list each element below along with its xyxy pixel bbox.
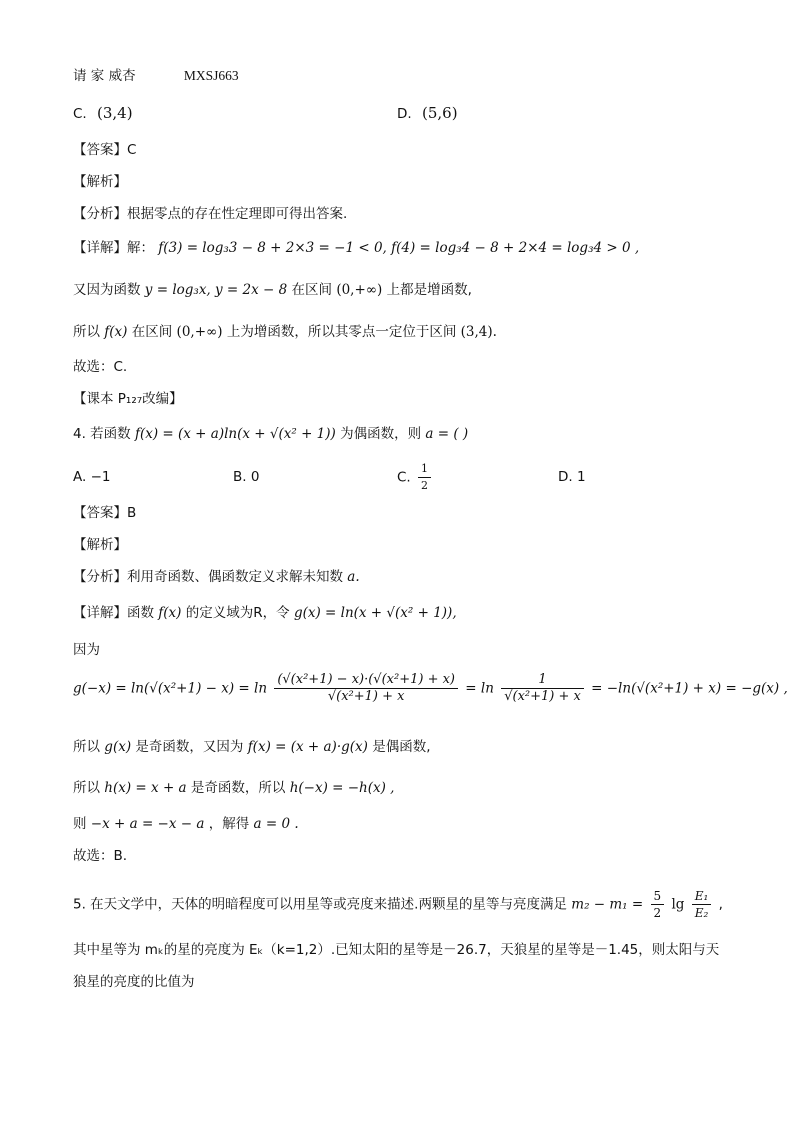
q3-option-c: [73, 103, 133, 124]
q3-option-d-label: D.: [397, 106, 412, 122]
q4-so1: [73, 737, 431, 757]
q5-frac2-den: E₂: [694, 906, 709, 920]
q4-so1-f: f(x) = (x + a)·g(x): [247, 739, 368, 755]
q4-option-c-denominator: 2: [421, 479, 429, 492]
q4-so2-text-b: 是奇函数，所以: [190, 780, 286, 796]
header-line: [73, 66, 239, 86]
q5-stem-math: m₂ − m₁ =: [571, 896, 644, 913]
q4-eq-frac2: [501, 672, 584, 705]
q4-so2-text-a: 所以: [73, 780, 100, 796]
q3-option-d-value: (5,6): [421, 104, 458, 122]
q4-stem-blank: a = ( ): [425, 426, 469, 442]
q4-option-c-label: C.: [397, 469, 411, 486]
doc-code: MXSJ663: [183, 68, 239, 83]
q4-detail-f: f(x): [158, 605, 182, 621]
q4-detail-g: g(x) = ln(x + √(x² + 1)),: [293, 605, 457, 621]
q5-frac-num: 5: [651, 888, 665, 905]
q3-line3-text-c: 上为增函数，所以其零点一定位于区间: [226, 324, 457, 340]
q4-then-text-b: ，解得: [208, 816, 250, 832]
q3-line2-math: y = log₃x, y = 2x − 8: [144, 282, 288, 298]
q3-option-c-label: C.: [73, 106, 87, 122]
q4-eq-frac2-num: 1: [501, 672, 584, 689]
q5-frac-5-2: [651, 888, 665, 921]
q3-line2-interval: (0,+∞): [336, 282, 383, 298]
q4-option-c-numerator: 1: [418, 461, 431, 478]
q4-so2: [73, 778, 394, 798]
q3-line3-interval2: (3,4).: [460, 324, 497, 340]
q5-line2: 其中星等为 mₖ的星的亮度为 Eₖ（k=1,2）.已知太阳的星等是－26.7，天狼星的星等是－1.45，则太阳与天: [73, 942, 720, 958]
q4-stem-math: f(x) = (x + a)ln(x + √(x² + 1)): [134, 426, 336, 442]
q4-stem: [73, 424, 468, 444]
q3-line3-f: f(x): [104, 324, 128, 340]
q3-fenxi: 【分析】根据零点的存在性定理即可得出答案.: [73, 206, 348, 222]
q5-frac2-num: E₁: [692, 888, 712, 905]
q3-line3-text-b: 在区间: [131, 324, 173, 340]
q4-stem-text-a: 4. 若函数: [73, 426, 131, 442]
q5-stem: [73, 888, 723, 921]
q4-eq-left: g(−x) = ln(√(x²+1) − x) = ln: [73, 680, 268, 697]
q4-eq-frac1-den: √(x²+1) + x: [327, 689, 405, 704]
q3-option-d: [397, 103, 458, 124]
q4-then-result: a = 0 .: [253, 816, 299, 832]
q3-detail-math: f(3) = log₃3 − 8 + 2×3 = −1 < 0, f(4) = log₃4 − 8 + 2×4 = log₃4 > 0 ,: [158, 240, 640, 256]
q4-because: 因为: [73, 642, 100, 658]
q3-analysis-heading: 【解析】: [73, 174, 127, 190]
q3-detail-label: 【详解】解：: [73, 240, 154, 256]
q4-fenxi: [73, 567, 360, 587]
q4-option-a: A. −1: [73, 469, 111, 485]
q4-then-text-a: 则: [73, 816, 87, 832]
q4-detail: [73, 603, 457, 623]
q3-line3-interval: (0,+∞): [176, 324, 223, 340]
q3-option-c-value: (3,4): [97, 104, 133, 122]
q4-answer: 【答案】B: [73, 505, 137, 521]
q3-line2: [73, 280, 472, 300]
q4-eq-right: = −ln(√(x²+1) + x) = −g(x) ,: [591, 680, 788, 697]
q4-fenxi-text: 【分析】利用奇函数、偶函数定义求解未知数: [73, 569, 343, 585]
q3-line2-text-b: 在区间: [291, 282, 333, 298]
q5-frac-den: 2: [653, 906, 662, 920]
q4-so2-eq: h(−x) = −h(x) ,: [289, 780, 395, 796]
q4-detail-text-b: 的定义域为R，令: [185, 605, 290, 621]
q4-main-equation: [73, 672, 788, 705]
q4-then: [73, 814, 299, 834]
q4-choose: 故选：B.: [73, 848, 128, 864]
q3-source: 【课本 P₁₂₇改编】: [73, 391, 183, 407]
q5-stem-text: 5. 在天文学中，天体的明暗程度可以用星等或亮度来描述.两颗星的星等与亮度满足: [73, 896, 567, 913]
q4-detail-text-a: 【详解】函数: [73, 605, 154, 621]
q4-option-b: B. 0: [233, 469, 260, 485]
q4-then-eq: −x + a = −x − a: [90, 816, 205, 832]
q4-eq-frac2-den: √(x²+1) + x: [504, 689, 581, 704]
q3-line3-text-a: 所以: [73, 324, 100, 340]
q4-analysis-heading: 【解析】: [73, 537, 127, 553]
q5-line3: 狼星的亮度的比值为: [73, 974, 195, 990]
q3-line3: [73, 322, 497, 342]
q3-choose: 故选：C.: [73, 359, 128, 375]
q4-fenxi-var: a.: [347, 569, 360, 585]
q4-so1-text-c: 是偶函数,: [372, 739, 431, 755]
q4-stem-text-b: 为偶函数，则: [340, 426, 422, 442]
q4-so1-g: g(x): [104, 739, 132, 755]
q4-option-c-fraction: [418, 461, 431, 494]
q3-line2-text-a: 又因为函数: [73, 282, 141, 298]
q5-frac-e: [692, 888, 712, 921]
q5-stem-end: ,: [718, 896, 723, 913]
q4-eq-frac1: [274, 672, 458, 705]
q3-answer: 【答案】C: [73, 142, 137, 158]
q4-eq-frac1-num: (√(x²+1) − x)·(√(x²+1) + x): [274, 672, 458, 689]
q4-option-d: D. 1: [558, 469, 586, 485]
q3-detail: [73, 238, 639, 258]
q3-line2-text-c: 上都是增函数,: [386, 282, 472, 298]
q4-option-c: [397, 461, 434, 494]
q4-so1-text-b: 是奇函数，又因为: [135, 739, 244, 755]
q4-eq-mid: = ln: [465, 680, 494, 697]
watermark-text: 请 家 威杏: [73, 68, 136, 84]
q4-so2-h: h(x) = x + a: [104, 780, 187, 796]
q5-lg: lg: [671, 896, 685, 913]
q4-so1-text-a: 所以: [73, 739, 100, 755]
